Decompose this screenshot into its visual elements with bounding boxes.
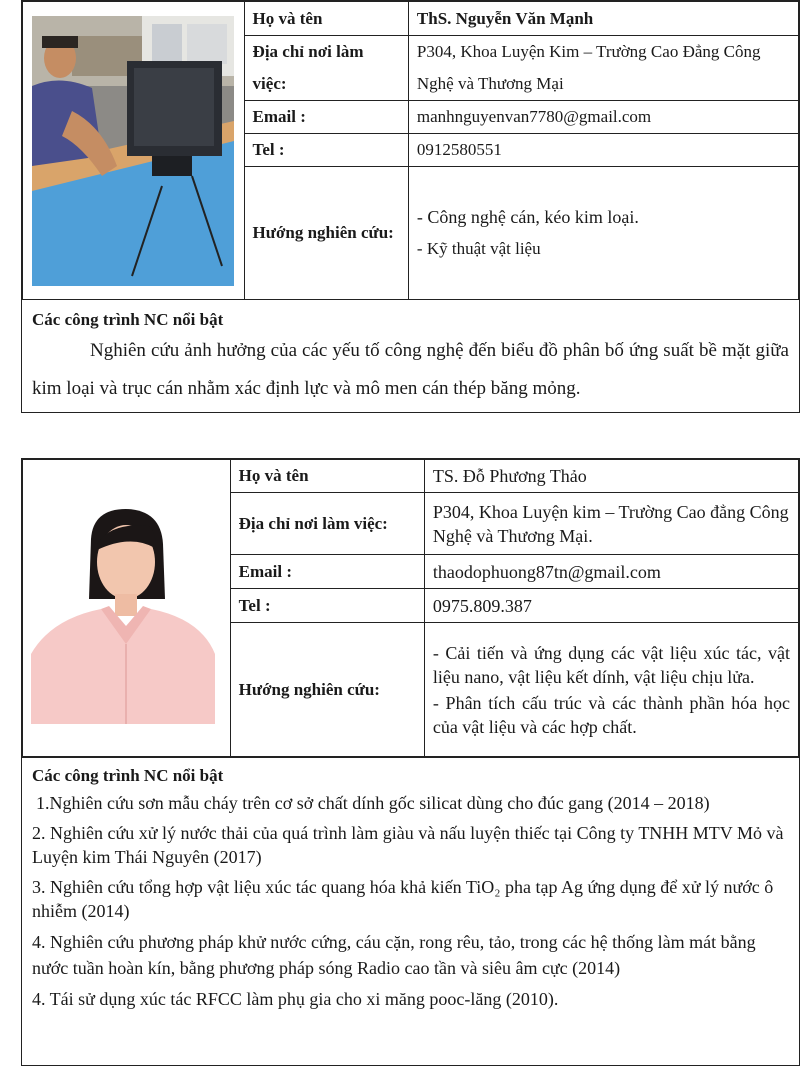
email-value-1: manhnguyenvan7780@gmail.com <box>408 101 798 134</box>
address-label-1: Địa chỉ nơi làm việc: <box>244 36 408 101</box>
profile-info-table-2 <box>22 459 799 757</box>
profile-photo-1 <box>32 16 234 286</box>
project-item: 2. Nghiên cứu xử lý nước thải của quá trình làm giàu và nấu luyện thiếc tại Công ty TNHH MTV Mỏ và Luyện kim Thái Nguyên (2017) <box>32 823 784 867</box>
projects-section-1 <box>22 299 799 413</box>
research-item: - Kỹ thuật vật liệu <box>416 239 541 258</box>
address-value-1: P304, Khoa Luyện Kim – Trường Cao Đẳng Công Nghệ và Thương Mại <box>408 36 798 101</box>
projects-title-2: Các công trình NC nổi bật <box>32 766 224 785</box>
project-item: 4. Tái sử dụng xúc tác RFCC làm phụ gia cho xi măng pooc-lăng (2010). <box>32 989 559 1009</box>
research-label-2: Hướng nghiên cứu: <box>230 623 424 757</box>
tel-value-2: 0975.809.387 <box>424 589 798 623</box>
project-item: 3. Nghiên cứu tổng hợp vật liệu xúc tác quang hóa khả kiến TiO₂ pha tạp Ag ứng dụng để xử lý nước ô nhiễm (2014) <box>32 877 774 921</box>
projects-section-2 <box>22 757 799 1066</box>
name-value-1: ThS. Nguyễn Văn Mạnh <box>408 2 798 36</box>
research-item: - Cải tiến và ứng dụng các vật liệu xúc tác, vật liệu nano, vật liệu kết dính, vật liệu chịu lửa. <box>432 642 790 687</box>
research-label-1: Hướng nghiên cứu: <box>244 167 408 300</box>
profile-photo-2 <box>31 504 215 724</box>
email-label-1: Email : <box>244 101 408 134</box>
research-value-1 <box>408 167 798 300</box>
name-label-1: Họ và tên <box>244 2 408 36</box>
tel-label-2: Tel : <box>230 589 424 623</box>
tel-label-1: Tel : <box>244 134 408 167</box>
research-item: - Phân tích cấu trúc và các thành phần hóa học của vật liệu và các hợp chất. <box>432 692 790 737</box>
address-label-2: Địa chỉ nơi làm việc: <box>230 493 424 555</box>
profile-card-1 <box>21 0 800 413</box>
email-value-2: thaodophuong87tn@gmail.com <box>424 555 798 589</box>
research-item: - Công nghệ cán, kéo kim loại. <box>416 207 639 227</box>
research-value-2 <box>424 623 798 757</box>
address-value-2: P304, Khoa Luyện kim – Trường Cao đẳng Công Nghệ và Thương Mại. <box>424 493 798 555</box>
name-value-2: TS. Đỗ Phương Thảo <box>424 460 798 493</box>
name-label-2: Họ và tên <box>230 460 424 493</box>
project-item: 1.Nghiên cứu sơn mẫu cháy trên cơ sở chất dính gốc silicat dùng cho đúc gang (2014 – 2018) <box>36 793 710 813</box>
project-item: Nghiên cứu ảnh hưởng của các yếu tố công nghệ đến biểu đồ phân bố ứng suất bề mặt giữa kim loại và trục cán nhằm xác định lực và mô men cán thép băng mỏng. <box>32 340 789 399</box>
project-item: 4. Nghiên cứu phương pháp khử nước cứng, cáu cặn, rong rêu, tảo, trong các hệ thống làm mát bằng nước tuần hoàn kín, bằng phương pháp sóng Radio cao tần và siêu âm cực (2014) <box>32 932 756 978</box>
tel-value-1: 0912580551 <box>408 134 798 167</box>
photo-cell-2 <box>23 460 231 757</box>
profile-info-table-1 <box>22 1 799 300</box>
email-label-2: Email : <box>230 555 424 589</box>
profile-card-2 <box>21 458 800 1066</box>
photo-cell-1 <box>23 2 245 300</box>
projects-title-1: Các công trình NC nổi bật <box>32 310 224 329</box>
